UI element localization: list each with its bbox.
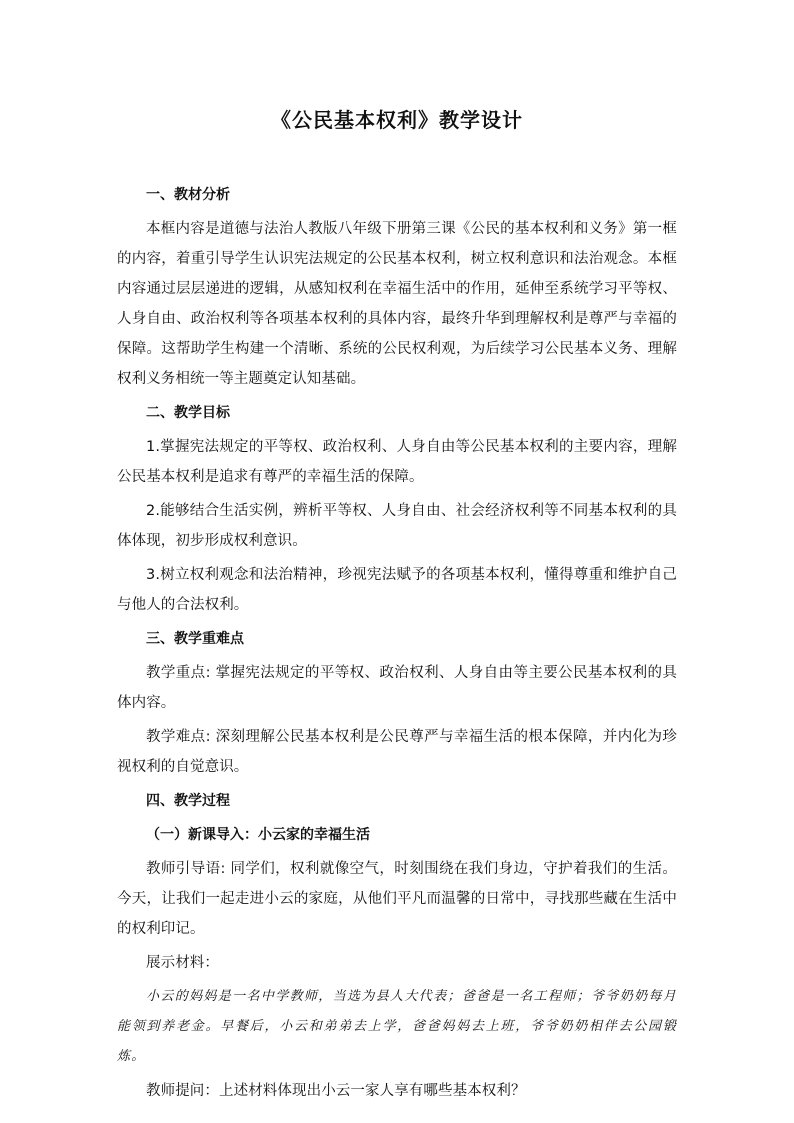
document-body (117, 180, 677, 1110)
section-heading-textbook-analysis: 一、教材分析 (146, 187, 230, 203)
teaching-goal-1: 1.掌握宪法规定的平等权、政治权利、人身自由等公民基本权利的主要内容，理解公民基本权利是追求有尊严的幸福生活的保障。 (117, 439, 677, 485)
teacher-intro-paragraph: 教师引导语: 同学们，权利就像空气，时刻围绕在我们身边，守护着我们的生活。今天，让我们一起走进小云的家庭，从他们平凡而温馨的日常中，寻找那些藏在生活中的权利印记。 (117, 861, 677, 937)
textbook-analysis-paragraph: 本框内容是道德与法治人教版八年级下册第三课《公民的基本权利和义务》第一框的内容，着重引导学生认识宪法规定的公民基本权利，树立权利意识和法治观念。本框内容通过层层递进的逻辑，从感知权利在幸福生活中的作用，延伸至系统学习平等权、人身自由、政治权利等各项基本权利的具体内容，最终升华到理解权利是尊严与幸福的保障。这帮助学生构建一个清晰、系统的公民权利观，为后续学习公民基本义务、理解权利义务相统一等主题奠定认知基础。 (117, 221, 677, 387)
section-heading-teaching-process: 四、教学过程 (146, 793, 230, 809)
teaching-key-point: 教学重点: 掌握宪法规定的平等权、政治权利、人身自由等主要公民基本权利的具体内容。 (117, 665, 677, 711)
teaching-goal-2: 2.能够结合生活实例，辨析平等权、人身自由、社会经济权利等不同基本权利的具体体现，初步形成权利意识。 (117, 503, 677, 549)
teaching-difficulty: 教学难点: 深刻理解公民基本权利是公民尊严与幸福生活的根本保障，并内化为珍视权利的自觉意识。 (117, 729, 677, 775)
document-title: 《公民基本权利》教学设计 (271, 108, 523, 132)
section-heading-teaching-goals: 二、教学目标 (146, 405, 230, 421)
section-heading-key-points: 三、教学重难点 (146, 631, 244, 647)
subsection-heading-intro: （一）新课导入：小云家的幸福生活 (146, 827, 370, 843)
teaching-goal-3: 3.树立权利观念和法治精神，珍视宪法赋予的各项基本权利，懂得尊重和维护自己与他人的合法权利。 (117, 567, 677, 613)
teacher-question: 教师提问：上述材料体现出小云一家人享有哪些基本权利？ (146, 1083, 526, 1099)
show-material-label: 展示材料： (146, 955, 219, 971)
material-text: 小云的妈妈是一名中学教师，当选为县人大代表；爸爸是一名工程师；爷爷奶奶每月能领到养老金。早餐后，小云和弟弟去上学，爸爸妈妈去上班，爷爷奶奶相伴去公园锻炼。 (117, 989, 677, 1064)
